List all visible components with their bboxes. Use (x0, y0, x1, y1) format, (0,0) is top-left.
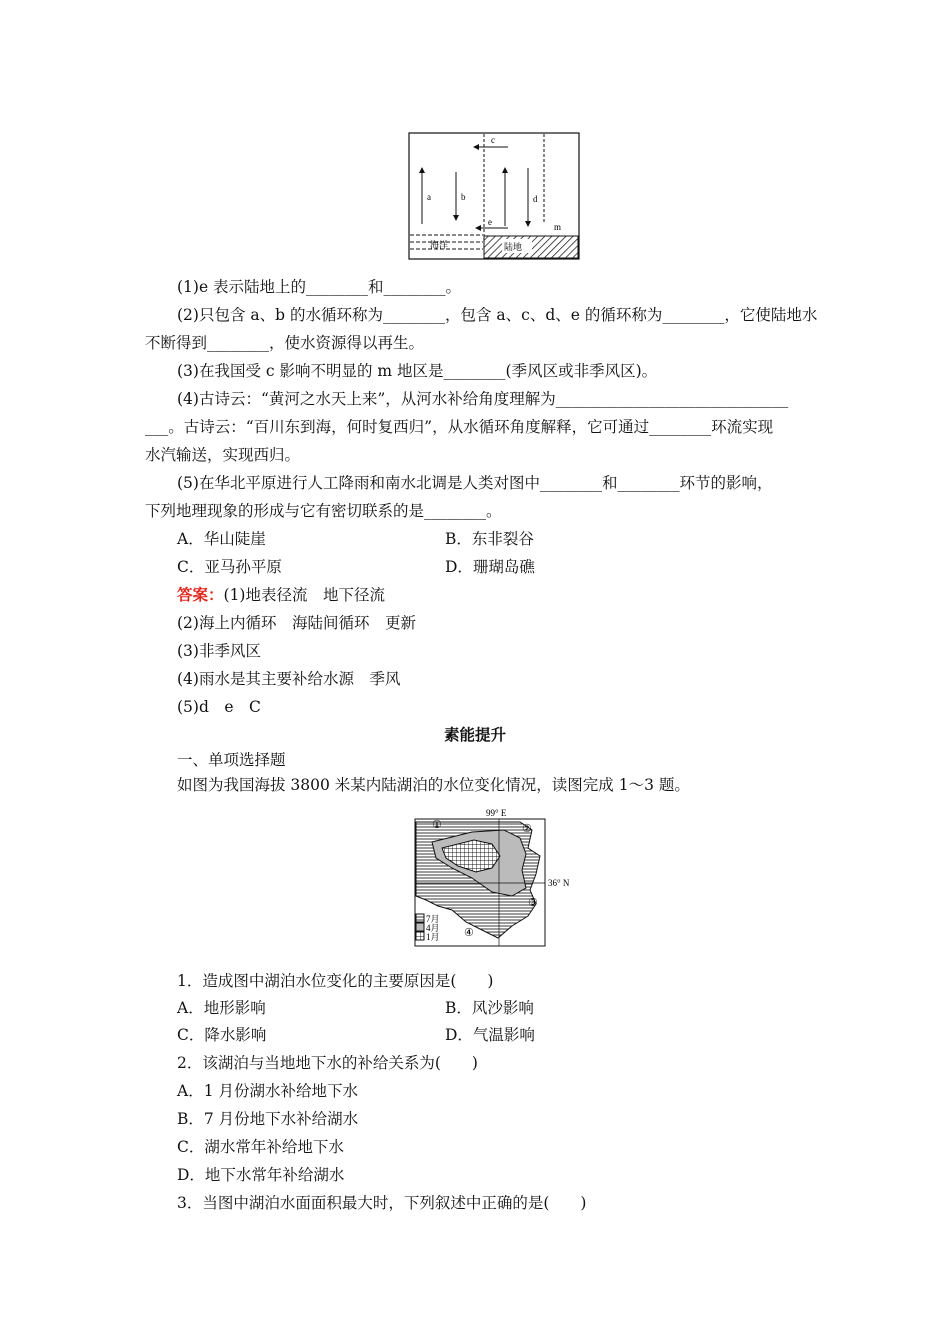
option-c: C．亚马孙平原 (177, 558, 282, 576)
water-cycle-diagram (408, 132, 580, 260)
marker-1: ① (432, 819, 442, 831)
part-title: 一、单项选择题 (177, 751, 286, 769)
label-m: m (554, 222, 562, 232)
mc-question-1: 1．造成图中湖泊水位变化的主要原因是( ) (177, 972, 494, 990)
option-row (177, 529, 534, 549)
marker-3: ③ (528, 897, 538, 909)
q1-option-d: D．气温影响 (445, 1026, 535, 1044)
lake-water-level-map (412, 808, 592, 948)
marker-4: ④ (464, 927, 474, 939)
label-e: e (488, 217, 492, 227)
mc-question-2: 2．该湖泊与当地地下水的补给关系为( ) (177, 1054, 478, 1072)
option-row (177, 557, 535, 577)
q2-option-d: D．地下水常年补给湖水 (177, 1166, 345, 1184)
legend-january: 1月 (426, 932, 440, 942)
answer-3: (3)非季风区 (177, 642, 261, 660)
option-row (177, 1025, 535, 1045)
legend-july-swatch (416, 914, 424, 922)
q1-option-a: A．地形影响 (177, 999, 266, 1017)
answer-line (177, 585, 385, 605)
legend-july: 7月 (426, 914, 440, 924)
option-b: B．东非裂谷 (445, 530, 534, 548)
question-4-cont: ___。古诗云：“百川东到海，何时复西归”，从水循环角度解释，它可通过________环流实现 (145, 418, 774, 436)
latitude-label: 36° N (548, 878, 570, 888)
marker-2: ② (522, 823, 532, 835)
answer-2: (2)海上内循环 海陆间循环 更新 (177, 614, 416, 632)
question-4-end: 水汽输送，实现西归。 (145, 446, 301, 464)
answer-5: (5)d e C (177, 698, 261, 716)
label-a: a (427, 192, 431, 202)
answer-1: (1)地表径流 地下径流 (223, 586, 385, 604)
legend-april-swatch (416, 923, 424, 931)
question-5-text: (5)在华北平原进行人工降雨和南水北调是人类对图中________和________环节的影响， (177, 474, 773, 492)
question-2-cont: 不断得到________，使水资源得以再生。 (145, 334, 425, 352)
question-3-text: (3)在我国受 c 影响不明显的 m 地区是________(季风区或非季风区)。 (177, 362, 658, 380)
label-c: c (491, 135, 495, 145)
label-d: d (533, 194, 538, 204)
legend-april: 4月 (426, 923, 440, 933)
option-a: A．华山陡崖 (177, 530, 266, 548)
legend-january-swatch (416, 932, 424, 940)
q2-option-b: B．7 月份地下水补给湖水 (177, 1110, 359, 1128)
land-label: 陆地 (504, 242, 523, 252)
intro-text: 如图为我国海拔 3800 米某内陆湖泊的水位变化情况，读图完成 1～3 题。 (177, 776, 690, 794)
mc-question-3: 3．当图中湖泊水面面积最大时，下列叙述中正确的是( ) (177, 1194, 587, 1212)
question-4-text: (4)古诗云：“黄河之水天上来”，从河水补给角度理解为______________________________ (177, 390, 789, 408)
section-title: 素能提升 (443, 725, 506, 744)
question-2-text: (2)只包含 a、b 的水循环称为________，包含 a、c、d、e 的循环称为________，它使陆地水 (177, 306, 818, 324)
ocean-label: 海洋 (430, 240, 449, 250)
label-b: b (461, 192, 466, 202)
option-row (177, 998, 534, 1018)
question-1-text: (1)e 表示陆地上的________和________。 (177, 278, 462, 296)
answer-label: 答案： (177, 585, 224, 604)
q1-option-c: C．降水影响 (177, 1026, 267, 1044)
q1-option-b: B．风沙影响 (445, 999, 534, 1017)
q2-option-c: C．湖水常年补给地下水 (177, 1138, 344, 1156)
q2-option-a: A．1 月份湖水补给地下水 (177, 1082, 358, 1100)
longitude-label: 99° E (486, 808, 507, 818)
answer-4: (4)雨水是其主要补给水源 季风 (177, 670, 401, 688)
question-5-cont: 下列地理现象的形成与它有密切联系的是________。 (145, 502, 502, 520)
option-d: D．珊瑚岛礁 (445, 558, 535, 576)
